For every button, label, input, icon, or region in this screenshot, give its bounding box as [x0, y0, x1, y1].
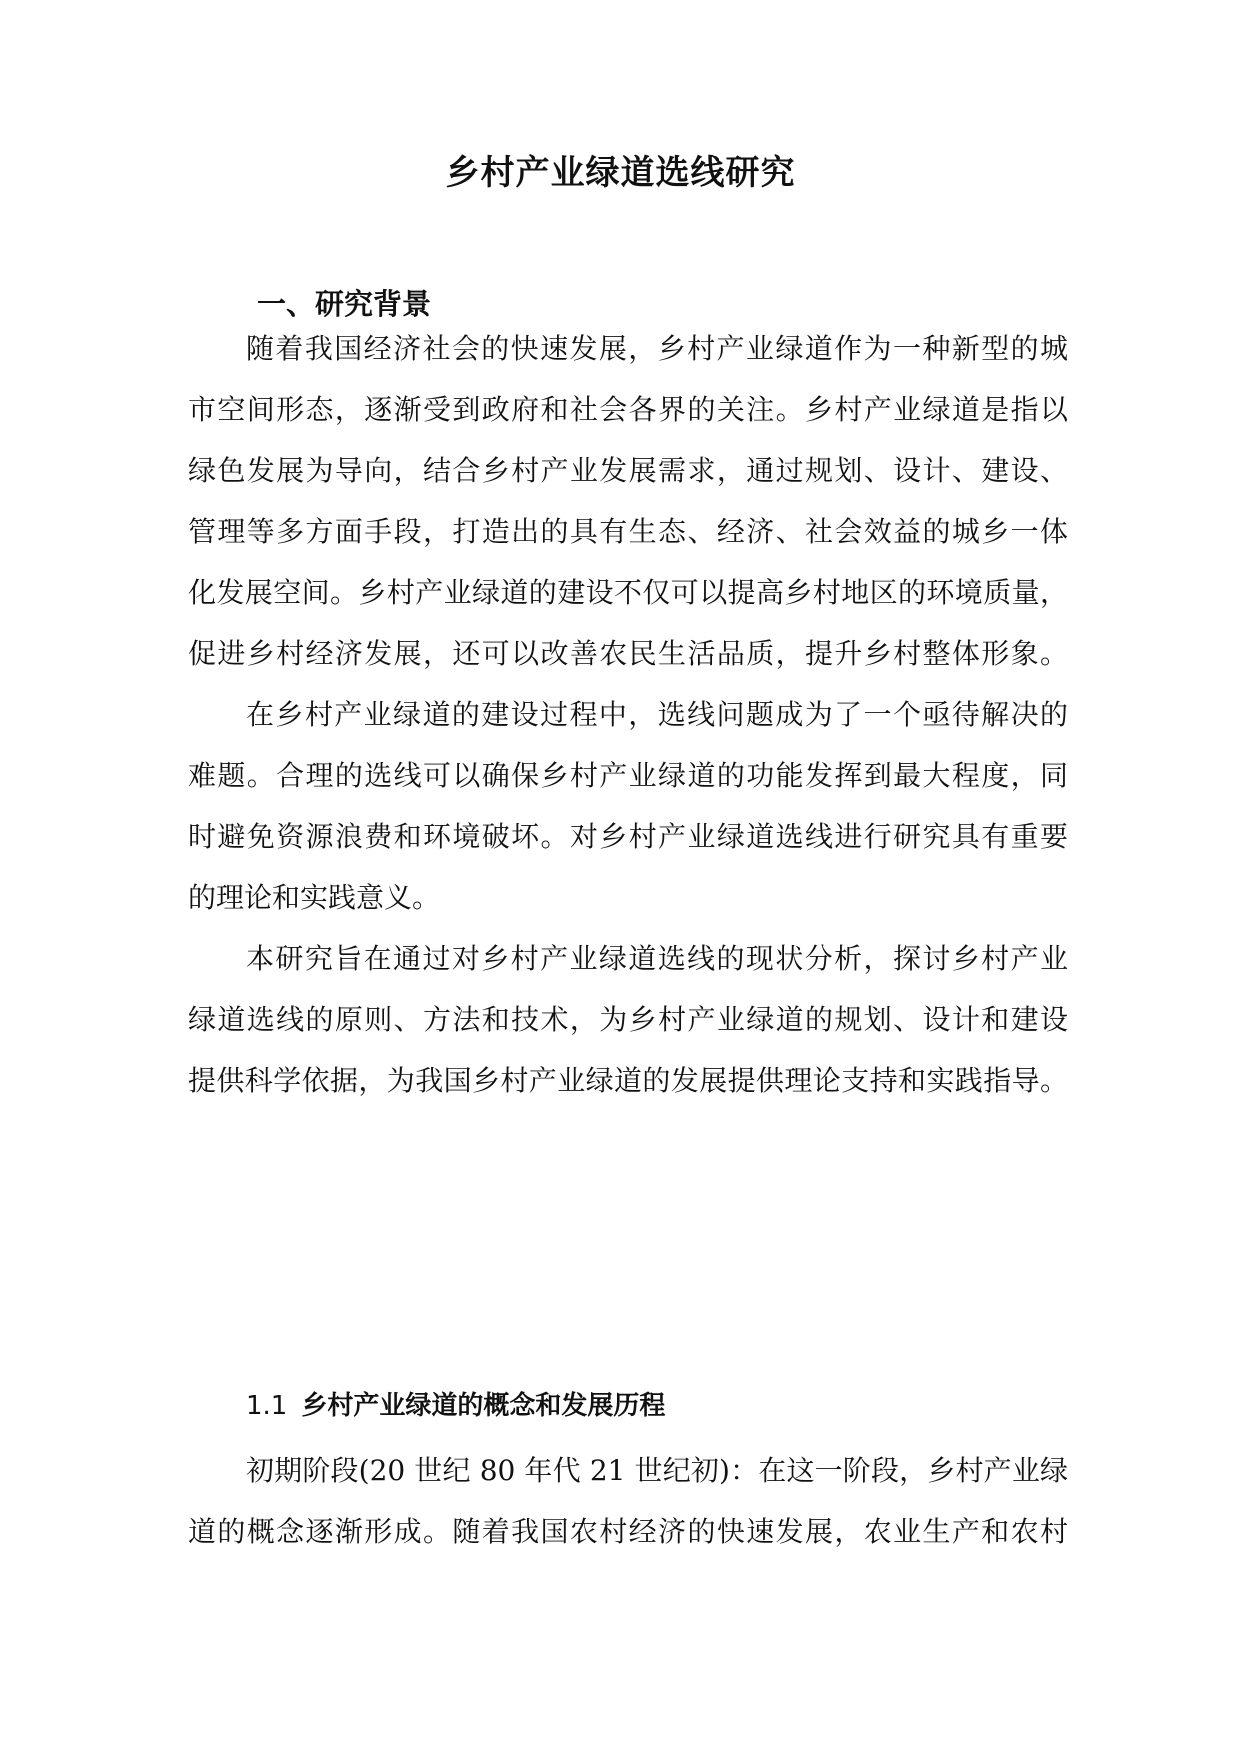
- section-heading-research-background: 一、研究背景: [257, 287, 432, 321]
- text-line: 初期阶段(20 世纪 80 年代 21 世纪初)：在这一阶段，乡村产业绿: [246, 1454, 1068, 1487]
- text-line: 本研究旨在通过对乡村产业绿道选线的现状分析，探讨乡村产业: [246, 942, 1068, 975]
- text-line: 绿色发展为导向，结合乡村产业发展需求，通过规划、设计、建设、: [188, 454, 1068, 487]
- subsection-heading-1-1: [246, 1386, 665, 1426]
- text-line: 时避免资源浪费和环境破坏。对乡村产业绿道选线进行研究具有重要: [188, 820, 1068, 853]
- text-line: 道的概念逐渐形成。随着我国农村经济的快速发展，农业生产和农村: [188, 1515, 1068, 1548]
- text-line: 促进乡村经济发展，还可以改善农民生活品质，提升乡村整体形象。: [188, 637, 1068, 670]
- text-line: 市空间形态，逐渐受到政府和社会各界的关注。乡村产业绿道是指以: [188, 393, 1068, 426]
- subsection-title: 乡村产业绿道的概念和发展历程: [301, 1391, 666, 1421]
- document-title: 乡村产业绿道选线研究: [445, 153, 796, 193]
- text-line: 管理等多方面手段，打造出的具有生态、经济、社会效益的城乡一体: [188, 515, 1068, 548]
- text-line: 的理论和实践意义。: [188, 881, 441, 914]
- text-line: 化发展空间。乡村产业绿道的建设不仅可以提高乡村地区的环境质量，: [188, 576, 1068, 609]
- text-line: 在乡村产业绿道的建设过程中，选线问题成为了一个亟待解决的: [246, 698, 1068, 731]
- text-line: 提供科学依据，为我国乡村产业绿道的发展提供理论支持和实践指导。: [188, 1064, 1068, 1097]
- subsection-number: 1.1: [246, 1391, 288, 1421]
- text-line: 难题。合理的选线可以确保乡村产业绿道的功能发挥到最大程度，同: [188, 759, 1068, 792]
- text-line: 绿道选线的原则、方法和技术，为乡村产业绿道的规划、设计和建设: [188, 1003, 1068, 1036]
- text-line: 随着我国经济社会的快速发展，乡村产业绿道作为一种新型的城: [246, 332, 1068, 365]
